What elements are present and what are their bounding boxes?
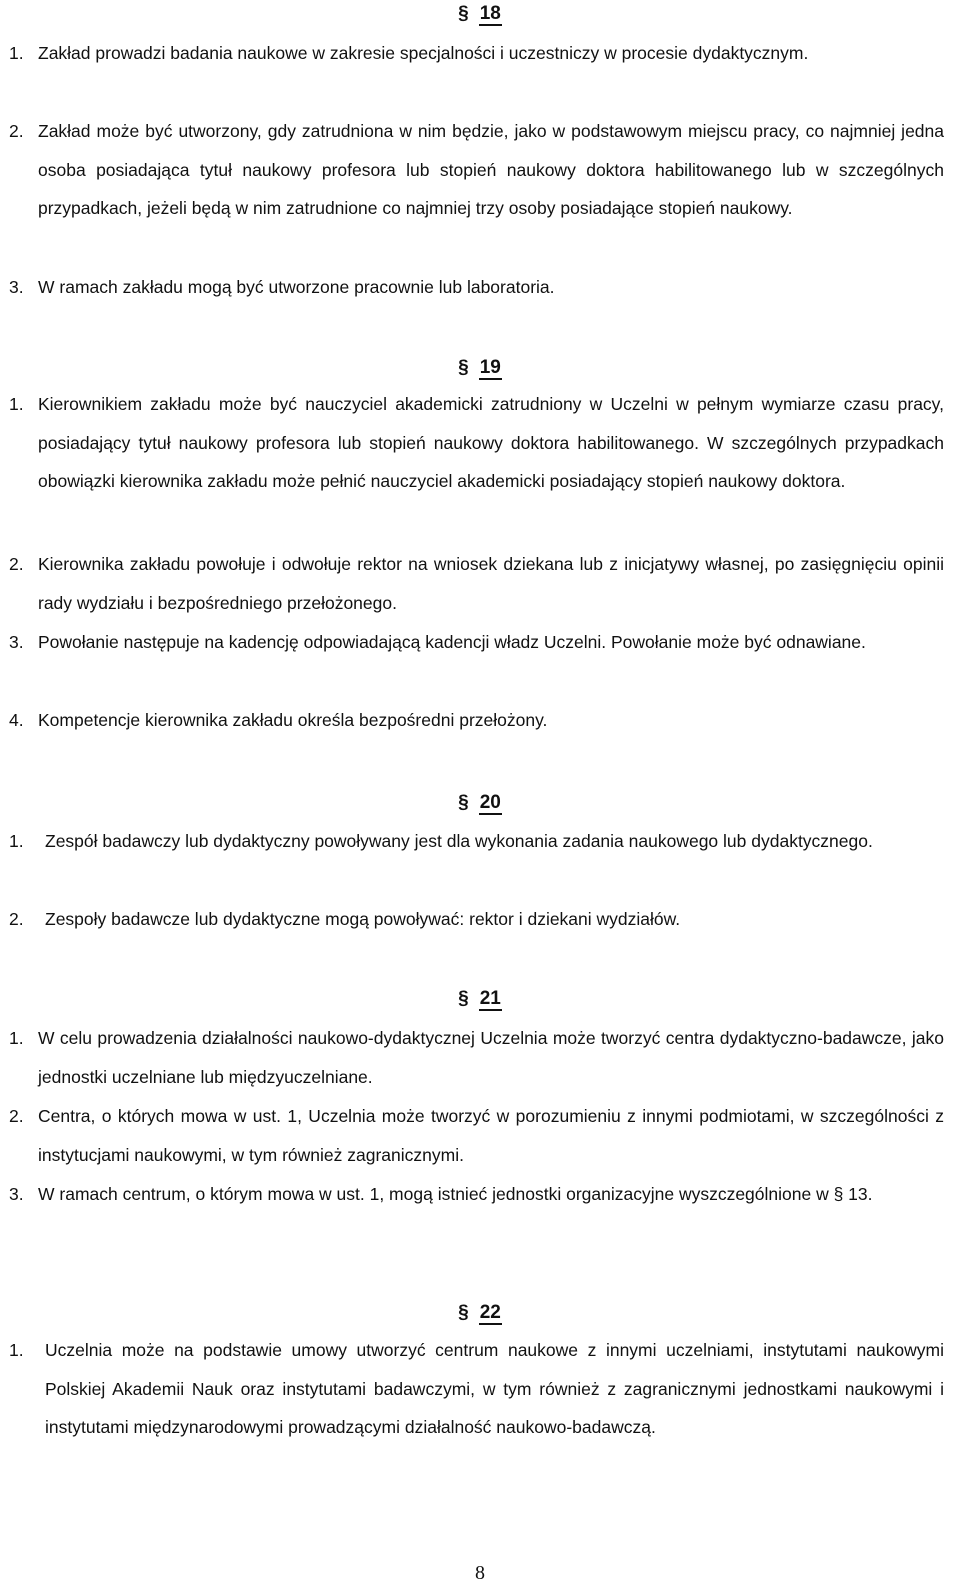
section-heading-18: [0, 2, 960, 26]
section-number: 20: [479, 792, 501, 813]
item-text: Zakład prowadzi badania naukowe w zakresie specjalności i uczestniczy w procesie dydaktycznym.: [38, 43, 809, 63]
section-heading-21: [0, 987, 960, 1011]
item-number: 2.: [9, 121, 24, 141]
section-number: 21: [479, 988, 501, 1009]
section-heading-20: [0, 791, 960, 815]
paragraph-item: [9, 385, 944, 501]
paragraph-item: [9, 545, 944, 622]
section-sign: §: [458, 988, 469, 1009]
paragraph-item: [9, 112, 944, 228]
item-number: 3.: [9, 1184, 24, 1204]
paragraph-item: [9, 268, 944, 307]
section-sign: §: [458, 1302, 469, 1323]
item-text: Kompetencje kierownika zakładu określa bezpośredni przełożony.: [38, 710, 548, 730]
item-text: Zespoły badawcze lub dydaktyczne mogą powoływać: rektor i dziekani wydziałów.: [45, 909, 681, 929]
paragraph-item: [9, 1331, 944, 1447]
paragraph-item: [9, 900, 944, 939]
page-number: 8: [475, 1562, 485, 1584]
item-number: 3.: [9, 277, 24, 297]
item-text: Kierownika zakładu powołuje i odwołuje rektor na wniosek dziekana lub z inicjatywy własnej, po zasięgnięciu opinii rady wydziału i bezpośredniego przełożonego.: [38, 554, 944, 613]
item-number: 2.: [9, 909, 24, 929]
item-number: 2.: [9, 1106, 24, 1126]
item-number: 1.: [9, 831, 24, 851]
paragraph-item: [9, 822, 944, 861]
paragraph-item: [9, 623, 944, 662]
item-text: Uczelnia może na podstawie umowy utworzyć centrum naukowe z innymi uczelniami, instytutami naukowymi Polskiej Akademii Nauk oraz instytutami badawczymi, w tym również z zagranicznymi jednostkami naukowymi i instytutami międzynarodowymi prowadzącymi działalność naukowo-badawczą.: [45, 1340, 944, 1438]
section-sign: §: [458, 357, 469, 378]
paragraph-item: [9, 1019, 944, 1096]
section-number: 22: [479, 1302, 501, 1323]
item-number: 1.: [9, 1340, 24, 1360]
section-heading-22: [0, 1301, 960, 1325]
item-number: 1.: [9, 394, 24, 414]
item-number: 4.: [9, 710, 24, 730]
section-number: 19: [479, 357, 501, 378]
paragraph-item: [9, 1175, 944, 1214]
item-number: 1.: [9, 43, 24, 63]
item-text: Powołanie następuje na kadencję odpowiadającą kadencji władz Uczelni. Powołanie może być odnawiane.: [38, 632, 866, 652]
section-number: 18: [479, 3, 501, 24]
item-text: Kierownikiem zakładu może być nauczyciel akademicki zatrudniony w Uczelni w pełnym wymiarze czasu pracy, posiadający tytuł naukowy profesora lub stopień naukowy doktora habilitowanego. W szczególnych przypadkach obowiązki kierownika zakładu może pełnić nauczyciel akademicki posiadający stopień naukowy doktora.: [38, 394, 944, 492]
section-sign: §: [458, 3, 469, 24]
item-text: W ramach zakładu mogą być utworzone pracownie lub laboratoria.: [38, 277, 555, 297]
item-text: W ramach centrum, o którym mowa w ust. 1, mogą istnieć jednostki organizacyjne wyszczególnione w § 13.: [38, 1184, 873, 1204]
item-number: 2.: [9, 554, 24, 574]
item-text: W celu prowadzenia działalności naukowo-dydaktycznej Uczelnia może tworzyć centra dydaktyczno-badawcze, jako jednostki uczelniane lub międzyuczelniane.: [38, 1028, 944, 1087]
section-heading-19: [0, 356, 960, 380]
paragraph-item: [9, 34, 944, 73]
paragraph-item: [9, 1097, 944, 1174]
paragraph-item: [9, 701, 944, 740]
item-text: Zespół badawczy lub dydaktyczny powoływany jest dla wykonania zadania naukowego lub dydaktycznego.: [45, 831, 873, 851]
item-number: 3.: [9, 632, 24, 652]
item-text: Centra, o których mowa w ust. 1, Uczelnia może tworzyć w porozumieniu z innymi podmiotami, w szczególności z instytucjami naukowymi, w tym również zagranicznymi.: [38, 1106, 944, 1165]
section-sign: §: [458, 792, 469, 813]
item-text: Zakład może być utworzony, gdy zatrudniona w nim będzie, jako w podstawowym miejscu pracy, co najmniej jedna osoba posiadająca tytuł naukowy profesora lub stopień naukowy doktora habilitowanego lub w szczególnych przypadkach, jeżeli będą w nim zatrudnione co najmniej trzy osoby posiadające stopień naukowy.: [38, 121, 944, 219]
item-number: 1.: [9, 1028, 24, 1048]
